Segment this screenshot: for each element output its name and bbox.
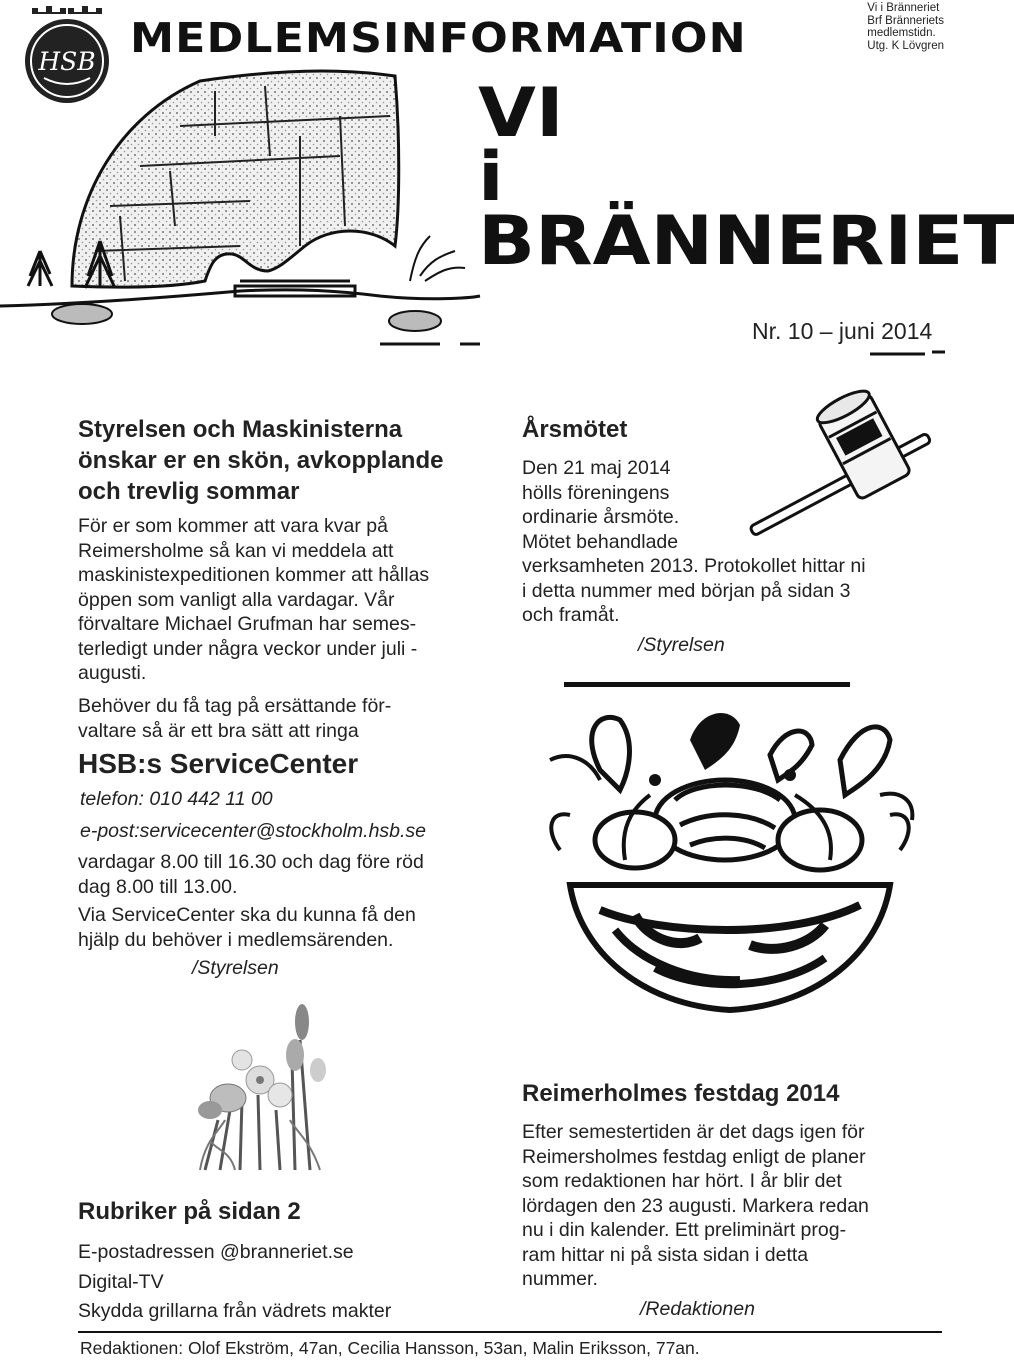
- summer-heading: [78, 414, 443, 507]
- heading-line: Styrelsen och Maskinisterna: [78, 416, 403, 443]
- text-line: hölls föreningens: [522, 481, 670, 504]
- rubriker-item: Skydda grillarna från vädrets makter: [78, 1300, 392, 1322]
- issue-number: Nr. 10 – juni 2014: [752, 318, 933, 344]
- text-line: hjälp du behöver i medlemsärenden.: [78, 928, 394, 951]
- publisher-note-line: Utg. K Lövgren: [867, 39, 944, 52]
- publisher-note-line: Brf Bränneriets: [867, 14, 944, 27]
- text-line: maskinistexpeditionen kommer att hållas: [78, 564, 430, 586]
- header-divider: [0, 344, 960, 364]
- text-line: Reimersholme så kan vi meddela att: [78, 539, 394, 562]
- title-line: VI: [478, 74, 564, 153]
- flowers-illustration: [180, 1000, 340, 1170]
- title-line: i: [478, 138, 504, 217]
- festdag-heading: Reimerholmes festdag 2014: [522, 1080, 840, 1107]
- heading-line: önskar er en skön, avkopplande: [78, 447, 444, 474]
- replacement-manager-paragraph: [78, 694, 391, 743]
- footer-divider: [78, 1331, 942, 1333]
- text-line: dag 8.00 till 13.00.: [78, 875, 238, 898]
- rubriker-list: [78, 1238, 391, 1327]
- text-line: ordinarie årsmöte.: [522, 506, 680, 528]
- rubriker-item: E-postadressen @branneriet.se: [78, 1241, 354, 1263]
- text-line: lördagen den 23 augusti. Markera redan: [522, 1194, 869, 1217]
- text-line: augusti.: [78, 662, 147, 684]
- editorial-credits: Redaktionen: Olof Ekström, 47an, Cecilia Hansson, 53an, Malin Eriksson, 77an.: [80, 1338, 700, 1358]
- text-line: öppen som vanligt alla vardagar. Vår: [78, 588, 395, 611]
- heading-line: och trevlig sommar: [78, 478, 300, 505]
- summer-paragraph: [78, 514, 429, 686]
- arsmote-body-wide: [522, 554, 866, 628]
- text-line: Mötet behandlade: [522, 530, 679, 553]
- svg-text:HSB: HSB: [38, 47, 96, 76]
- text-line: terledigt under några veckor under juli -: [78, 637, 418, 660]
- arsmote-body-narrow: [522, 456, 679, 554]
- servicecenter-email: e-post:servicecenter@stockholm.hsb.se: [80, 820, 427, 842]
- building-illustration: [0, 76, 480, 346]
- publication-title: [478, 74, 1014, 281]
- text-line: verksamheten 2013. Protokollet hittar ni: [522, 555, 866, 577]
- text-line: och framåt.: [522, 604, 620, 626]
- arsmote-signature: /Styrelsen: [638, 634, 725, 656]
- text-line: Via ServiceCenter ska du kunna få den: [78, 904, 416, 926]
- servicecenter-hours: [78, 850, 424, 899]
- text-line: som redaktionen har hört. I år blir det: [522, 1170, 842, 1192]
- publisher-note: [867, 2, 944, 52]
- rubriker-heading: Rubriker på sidan 2: [78, 1198, 301, 1225]
- festdag-body: [522, 1120, 869, 1292]
- masthead-title: MEDLEMSINFORMATION: [130, 14, 747, 62]
- summer-signature: /Styrelsen: [192, 957, 279, 979]
- servicecenter-heading: HSB:s ServiceCenter: [78, 748, 359, 779]
- text-line: Behöver du få tag på ersättande för-: [78, 695, 392, 717]
- text-line: förvaltare Michael Grufman har semes-: [78, 613, 417, 635]
- text-line: nummer.: [522, 1268, 598, 1290]
- text-line: Den 21 maj 2014: [522, 457, 671, 479]
- festdag-signature: /Redaktionen: [640, 1298, 755, 1320]
- text-line: Reimersholmes festdag enligt de planer: [522, 1145, 866, 1168]
- text-line: Efter semestertiden är det dags igen för: [522, 1121, 865, 1143]
- text-line: ram hittar ni på sista sidan i detta: [522, 1243, 809, 1266]
- publisher-note-line: medlemstidn.: [867, 27, 936, 39]
- title-line: BRÄNNERIET: [478, 202, 1014, 281]
- text-line: nu i din kalender. Ett preliminärt prog-: [522, 1219, 847, 1241]
- publisher-note-line: Vi i Bränneriet: [867, 2, 940, 14]
- rubriker-item: Digital-TV: [78, 1270, 164, 1293]
- servicecenter-paragraph: [78, 903, 416, 952]
- text-line: För er som kommer att vara kvar på: [78, 515, 388, 537]
- crayfish-bowl-illustration: [540, 700, 920, 1030]
- gavel-icon: [720, 400, 940, 530]
- arsmote-heading: Årsmötet: [522, 416, 628, 443]
- servicecenter-phone: telefon: 010 442 11 00: [80, 788, 273, 810]
- text-line: vardagar 8.00 till 16.30 och dag före röd: [78, 851, 424, 873]
- text-line: i detta nummer med början på sidan 3: [522, 579, 851, 602]
- section-divider: [564, 682, 850, 687]
- text-line: valtare så är ett bra sätt att ringa: [78, 719, 359, 742]
